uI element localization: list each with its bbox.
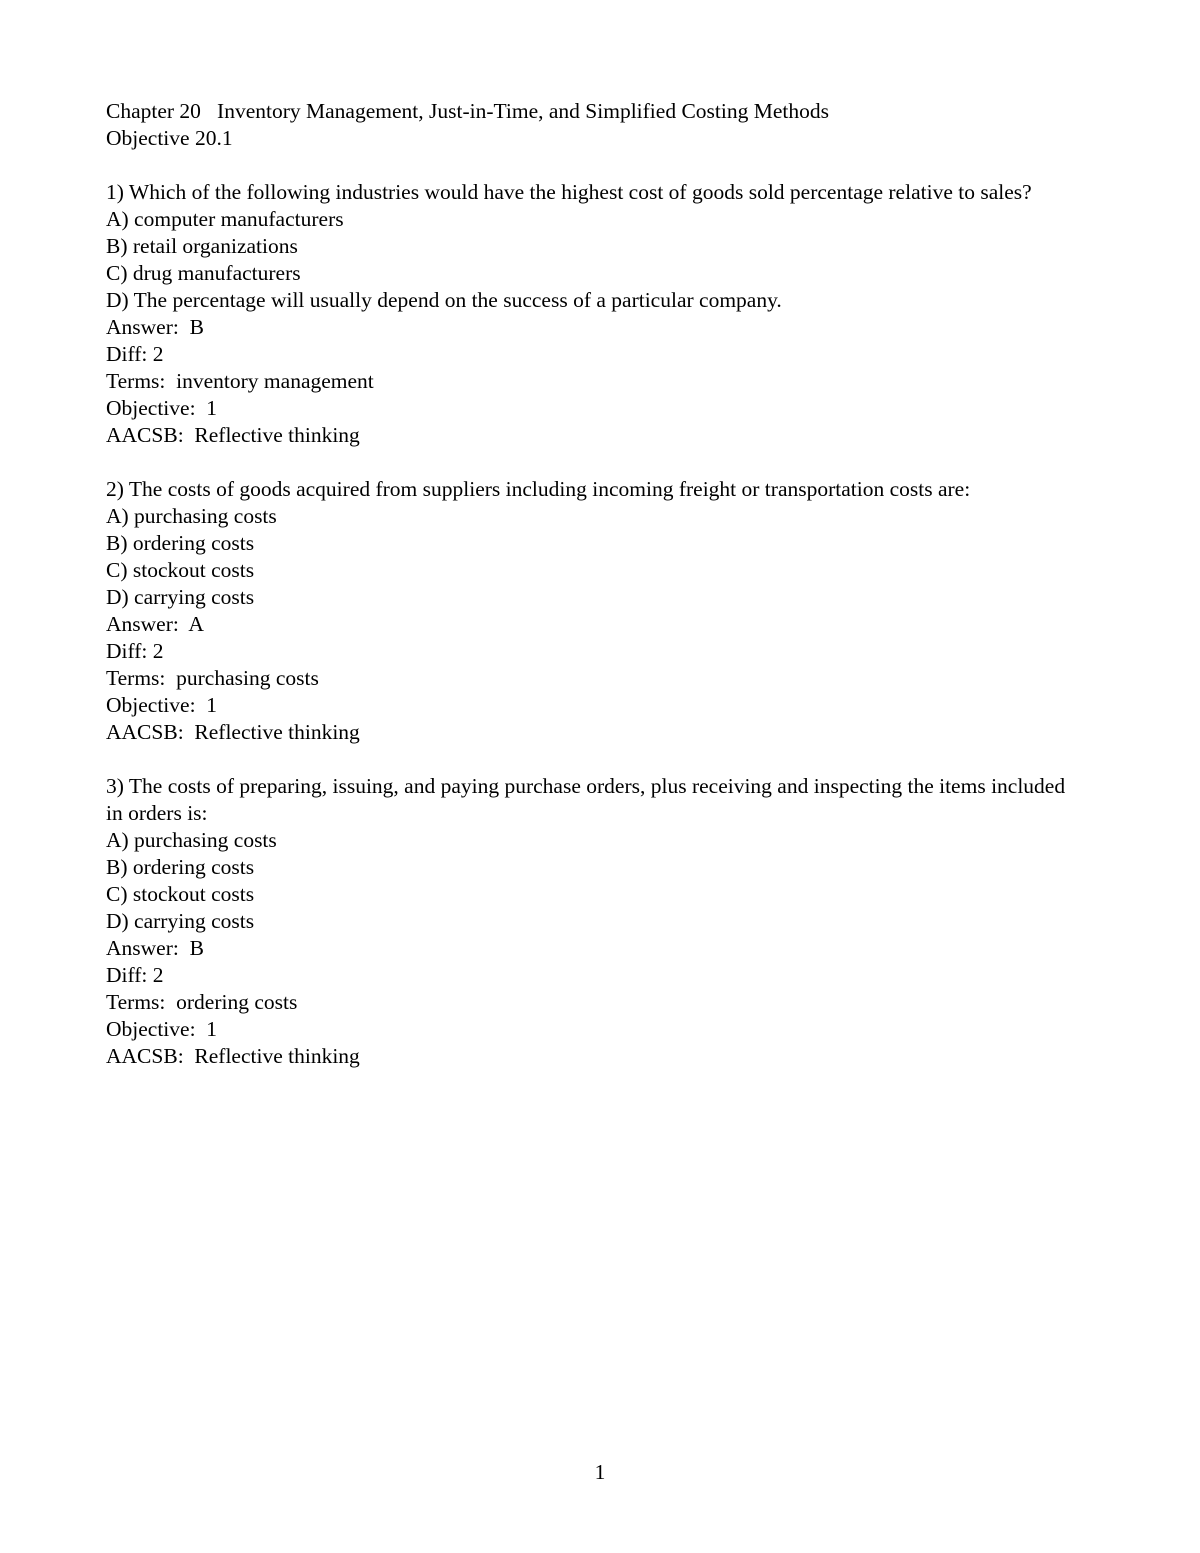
objective-heading: Objective 20.1 <box>106 126 233 150</box>
terms-line: Terms: inventory management <box>106 369 374 393</box>
option-d: D) carrying costs <box>106 585 255 609</box>
diff-line: Diff: 2 <box>106 639 164 663</box>
diff-line: Diff: 2 <box>106 342 164 366</box>
answer-line: Answer: A <box>106 612 204 636</box>
question-text: 2) The costs of goods acquired from suppliers including incoming freight or transportation costs are: <box>106 477 971 501</box>
option-c: C) drug manufacturers <box>106 261 301 285</box>
option-b: B) ordering costs <box>106 855 255 879</box>
question-block-2 <box>106 476 1096 746</box>
question-block-1 <box>106 179 1096 449</box>
terms-line: Terms: purchasing costs <box>106 666 319 690</box>
objective-line: Objective: 1 <box>106 693 218 717</box>
question-text: 3) The costs of preparing, issuing, and paying purchase orders, plus receiving and inspecting the items included in orders is: <box>106 774 1066 825</box>
answer-line: Answer: B <box>106 315 204 339</box>
option-a: A) purchasing costs <box>106 504 277 528</box>
aacsb-line: AACSB: Reflective thinking <box>106 423 360 447</box>
aacsb-line: AACSB: Reflective thinking <box>106 1044 360 1068</box>
option-d: D) carrying costs <box>106 909 255 933</box>
question-block-3 <box>106 773 1096 1070</box>
objective-line: Objective: 1 <box>106 1017 218 1041</box>
question-text: 1) Which of the following industries would have the highest cost of goods sold percentage relative to sales? <box>106 180 1032 204</box>
objective-line: Objective: 1 <box>106 396 218 420</box>
spacer <box>106 449 1096 476</box>
aacsb-line: AACSB: Reflective thinking <box>106 720 360 744</box>
option-a: A) computer manufacturers <box>106 207 344 231</box>
terms-line: Terms: ordering costs <box>106 990 298 1014</box>
spacer <box>106 152 1096 179</box>
option-b: B) retail organizations <box>106 234 298 258</box>
diff-line: Diff: 2 <box>106 963 164 987</box>
spacer <box>106 746 1096 773</box>
option-a: A) purchasing costs <box>106 828 277 852</box>
document-body <box>106 98 1096 1070</box>
chapter-title: Chapter 20 Inventory Management, Just-in-Time, and Simplified Costing Methods <box>106 99 829 123</box>
option-c: C) stockout costs <box>106 558 255 582</box>
answer-line: Answer: B <box>106 936 204 960</box>
option-d: D) The percentage will usually depend on the success of a particular company. <box>106 288 782 312</box>
option-b: B) ordering costs <box>106 531 255 555</box>
option-c: C) stockout costs <box>106 882 255 906</box>
page-number: 1 <box>594 1460 606 1484</box>
